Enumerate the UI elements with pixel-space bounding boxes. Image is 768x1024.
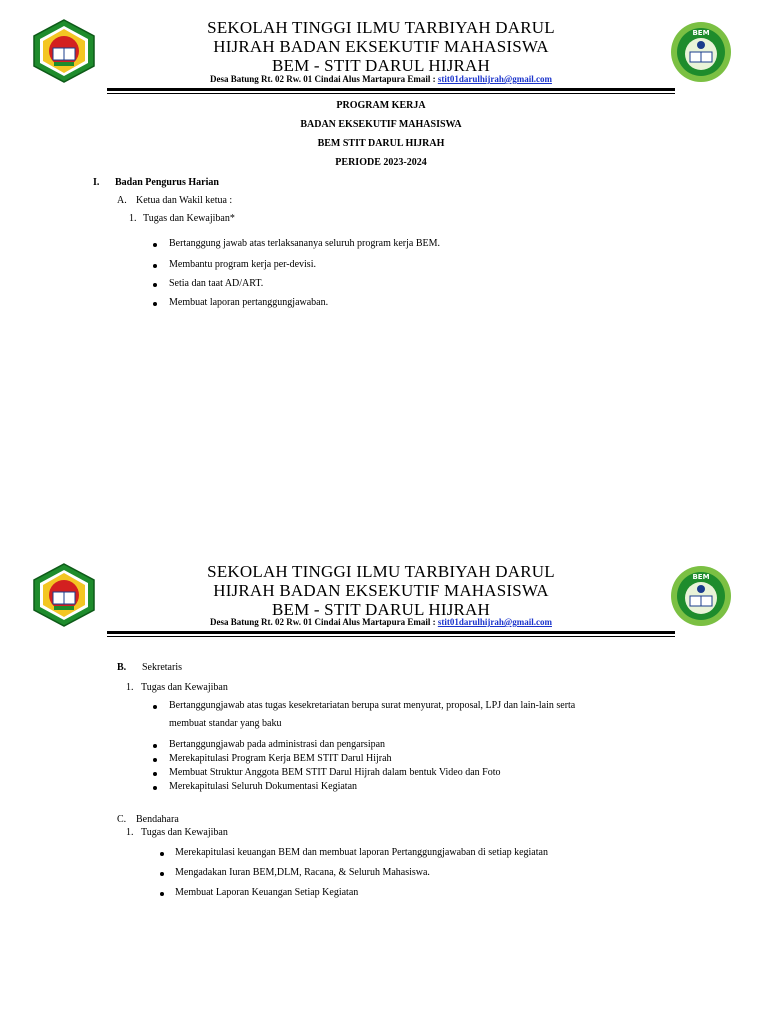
sub-a-label: Ketua dan Wakil ketua : — [136, 195, 233, 206]
institution-name-line-3: BEM - STIT DARUL HIJRAH — [271, 600, 491, 619]
bullet-dot — [153, 758, 157, 762]
bem-logo-right — [666, 564, 736, 628]
list-item: Bertanggungjawab atas tugas kesekretariatan berupa surat menyurat, proposal, LPJ dan lain-lain serta — [169, 700, 576, 711]
list-item: Membuat Struktur Anggota BEM STIT Darul Hijrah dalam bentuk Video dan Foto — [169, 767, 501, 778]
bem-logo-text: BEM — [692, 29, 710, 37]
email-link[interactable]: stit01darulhijrah@gmail.com — [437, 617, 552, 627]
list-item: Merekapitulasi Seluruh Dokumentasi Kegiatan — [169, 781, 358, 792]
bullet-dot — [160, 852, 164, 856]
header-divider-thin — [107, 93, 675, 94]
section-b-letter: B. — [117, 662, 127, 673]
section-1-numeral: I. — [93, 177, 100, 188]
bullet-dot — [153, 786, 157, 790]
section-c-item-number: 1. — [126, 827, 134, 838]
email-link[interactable]: stit01darulhijrah@gmail.com — [437, 74, 552, 84]
doc-title-line-1: PROGRAM KERJA — [336, 100, 426, 111]
header-divider-thin — [107, 636, 675, 637]
address-line — [150, 74, 612, 84]
list-item: Setia dan taat AD/ART. — [169, 278, 264, 289]
institution-name-line-2: HIJRAH BADAN EKSEKUTIF MAHASISWA — [213, 581, 549, 600]
bullet-dot — [153, 264, 157, 268]
institution-name-line-1: SEKOLAH TINGGI ILMU TARBIYAH DARUL — [207, 18, 555, 37]
bem-logo-right — [666, 20, 736, 84]
item-1-number: 1. — [129, 213, 137, 224]
institution-name-line-3: BEM - STIT DARUL HIJRAH — [271, 56, 491, 75]
address-text: Desa Batung Rt. 02 Rw. 01 Cindai Alus Martapura Email : — [210, 74, 438, 84]
bullet-dot — [153, 744, 157, 748]
section-b-label: Sekretaris — [142, 662, 182, 673]
item-1-label: Tugas dan Kewajiban* — [143, 213, 235, 224]
institution-name-line-1: SEKOLAH TINGGI ILMU TARBIYAH DARUL — [207, 562, 555, 581]
school-logo-left — [32, 18, 96, 84]
section-c-letter: C. — [117, 814, 127, 825]
list-item: Bertanggung jawab atas terlaksananya seluruh program kerja BEM. — [169, 238, 441, 249]
bullet-dot — [153, 283, 157, 287]
section-1-heading: Badan Pengurus Harian — [115, 177, 219, 188]
bullet-dot — [153, 772, 157, 776]
section-c-label: Bendahara — [136, 814, 179, 825]
institution-name-line-2: HIJRAH BADAN EKSEKUTIF MAHASISWA — [213, 37, 549, 56]
list-item: Membuat Laporan Keuangan Setiap Kegiatan — [175, 887, 359, 898]
list-item: Membuat laporan pertanggungjawaban. — [169, 297, 329, 308]
section-c-item-label: Tugas dan Kewajiban — [141, 827, 228, 838]
section-b-item-label: Tugas dan Kewajiban — [141, 682, 228, 693]
header-divider-thick — [107, 631, 675, 634]
bullet-dot — [153, 243, 157, 247]
list-item-continuation: membuat standar yang baku — [169, 718, 282, 729]
doc-title-line-3: BEM STIT DARUL HIJRAH — [317, 138, 445, 149]
section-b-item-number: 1. — [126, 682, 134, 693]
doc-title-line-4: PERIODE 2023-2024 — [335, 157, 427, 168]
bullet-dot — [153, 302, 157, 306]
bullet-dot — [160, 872, 164, 876]
address-line — [150, 617, 612, 627]
bem-logo-text: BEM — [692, 573, 710, 581]
bullet-dot — [153, 705, 157, 709]
doc-title-line-2: BADAN EKSEKUTIF MAHASISWA — [300, 119, 462, 130]
sub-a-letter: A. — [117, 195, 127, 206]
list-item: Bertanggungjawab pada administrasi dan pengarsipan — [169, 739, 386, 750]
header-divider-thick — [107, 88, 675, 91]
list-item: Merekapitulasi Program Kerja BEM STIT Darul Hijrah — [169, 753, 392, 764]
list-item: Membantu program kerja per-devisi. — [169, 259, 316, 270]
school-logo-left — [32, 562, 96, 628]
address-text: Desa Batung Rt. 02 Rw. 01 Cindai Alus Martapura Email : — [210, 617, 438, 627]
bullet-dot — [160, 892, 164, 896]
list-item: Merekapitulasi keuangan BEM dan membuat laporan Pertanggungjawaban di setiap kegiatan — [175, 847, 548, 858]
list-item: Mengadakan Iuran BEM,DLM, Racana, & Seluruh Mahasiswa. — [175, 867, 430, 878]
